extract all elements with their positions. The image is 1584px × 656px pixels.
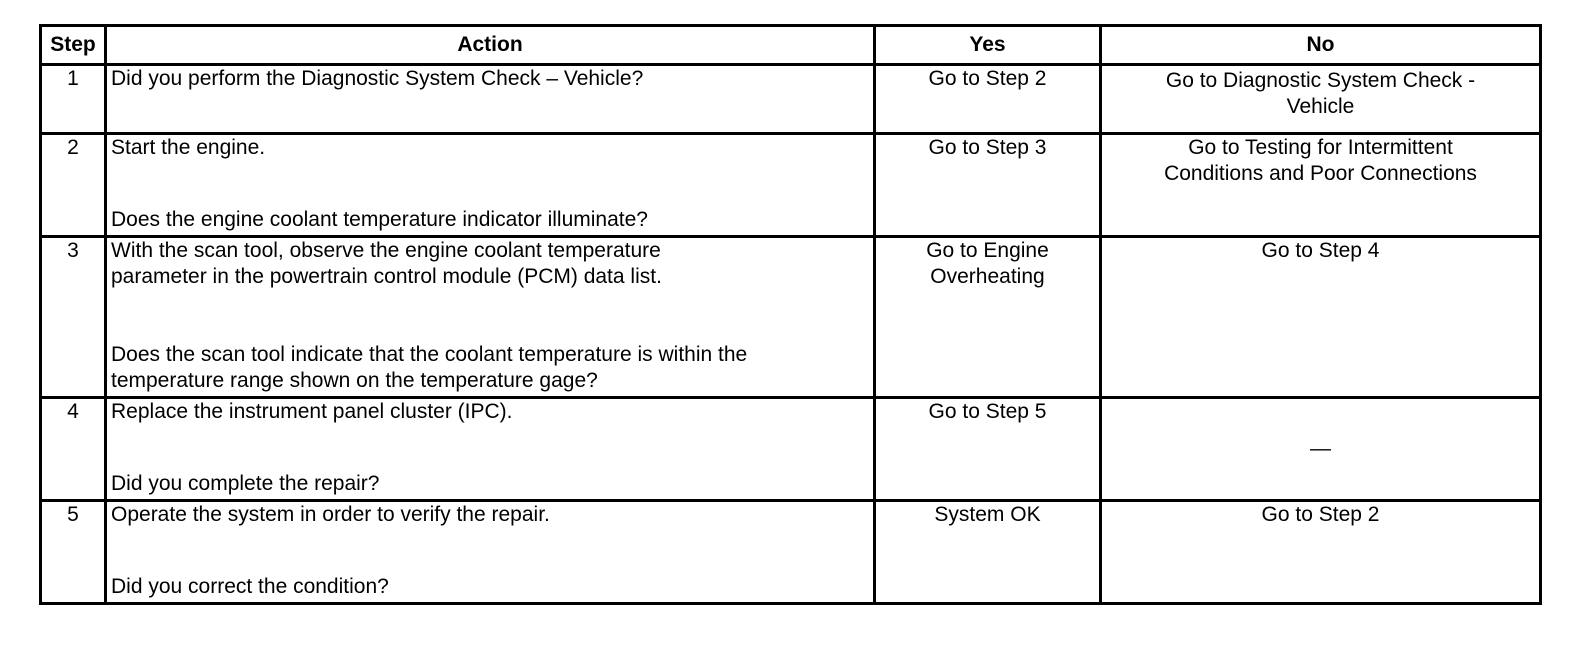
yes-text: System OK (934, 503, 1041, 526)
table-row (41, 65, 1541, 134)
no-cell (1101, 134, 1541, 237)
no-text: Go to Testing for Intermittent (1188, 136, 1453, 159)
yes-text: Overheating (930, 265, 1045, 288)
question-text: Did you complete the repair? (111, 472, 380, 495)
step-number: 1 (41, 65, 106, 134)
yes-cell (875, 237, 1101, 398)
yes-cell (875, 398, 1101, 501)
no-cell (1101, 501, 1541, 604)
question-text: temperature range shown on the temperature gage? (111, 369, 598, 392)
header-row (41, 26, 1541, 65)
action-text: Did you perform the Diagnostic System Check – Vehicle? (111, 67, 644, 90)
question-text: Does the scan tool indicate that the coolant temperature is within the (111, 343, 748, 366)
step-number: 4 (41, 398, 106, 501)
no-cell (1101, 237, 1541, 398)
header-step: Step (41, 26, 106, 65)
header-yes: Yes (875, 26, 1101, 65)
no-text: Conditions and Poor Connections (1164, 162, 1477, 185)
action-cell (106, 237, 875, 398)
question-text: Does the engine coolant temperature indicator illuminate? (111, 208, 648, 231)
yes-text: Go to Engine (926, 239, 1049, 262)
table-row (41, 501, 1541, 604)
yes-text: Go to Step 5 (928, 400, 1047, 423)
no-text: Go to Step 2 (1261, 503, 1380, 526)
diagnostic-table (39, 24, 1542, 605)
table-row (41, 237, 1541, 398)
header-no: No (1101, 26, 1541, 65)
header-action: Action (106, 26, 875, 65)
yes-cell (875, 501, 1101, 604)
action-cell (106, 398, 875, 501)
action-text: Replace the instrument panel cluster (IPC). (111, 400, 513, 423)
yes-cell (875, 65, 1101, 134)
step-number: 5 (41, 501, 106, 604)
action-text: With the scan tool, observe the engine coolant temperature (111, 239, 661, 262)
action-cell (106, 134, 875, 237)
yes-cell (875, 134, 1101, 237)
table-row (41, 134, 1541, 237)
table-row (41, 398, 1541, 501)
no-cell (1101, 398, 1541, 501)
no-text: Go to Diagnostic System Check - (1165, 69, 1476, 92)
no-text: — (1310, 437, 1331, 460)
yes-text: Go to Step 2 (928, 67, 1047, 90)
no-cell (1101, 65, 1541, 134)
yes-text: Go to Step 3 (928, 136, 1047, 159)
step-number: 2 (41, 134, 106, 237)
step-number: 3 (41, 237, 106, 398)
action-cell (106, 501, 875, 604)
question-text: Did you correct the condition? (111, 575, 389, 598)
action-text: Start the engine. (111, 136, 266, 159)
action-text: Operate the system in order to verify the repair. (111, 503, 550, 526)
no-text: Vehicle (1286, 95, 1355, 118)
no-text: Go to Step 4 (1261, 239, 1380, 262)
action-text: parameter in the powertrain control module (PCM) data list. (111, 265, 662, 288)
action-cell (106, 65, 875, 134)
